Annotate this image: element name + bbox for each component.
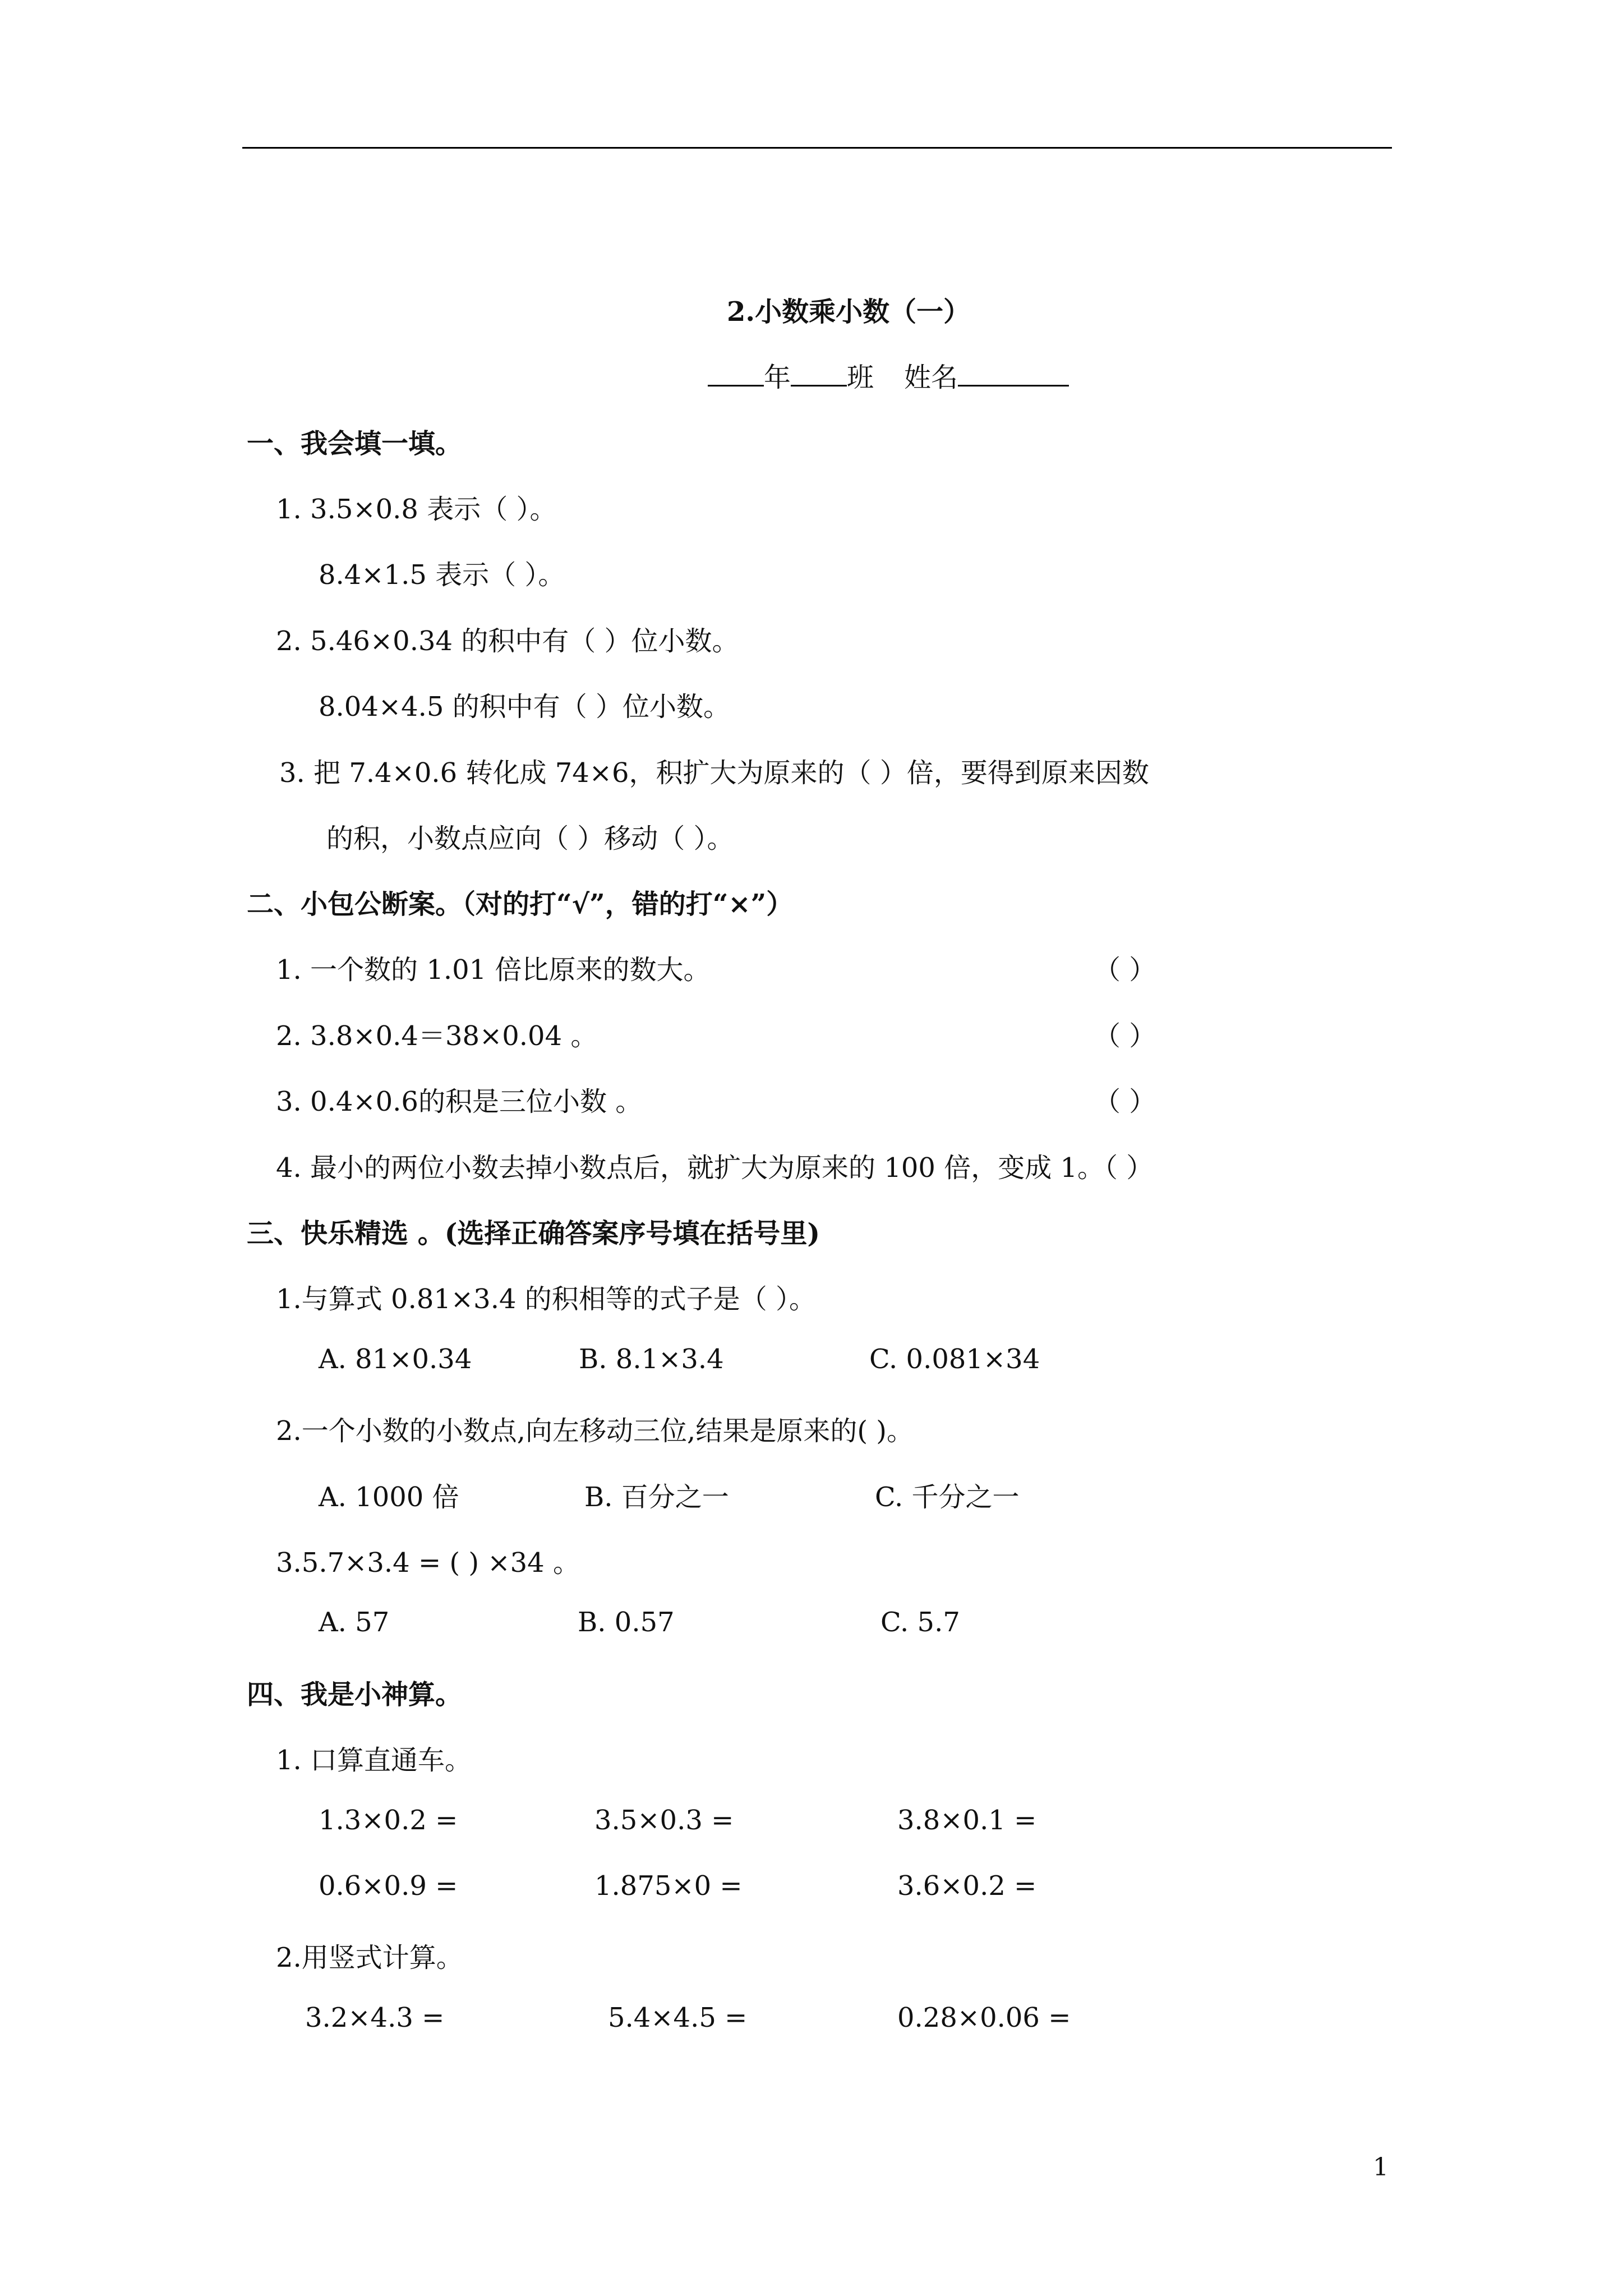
s2-item-3: 3. 0.4×0.6的积是三位小数 。 (276, 1086, 643, 1117)
name-blank[interactable] (958, 362, 1069, 386)
s1-q3a: 3. 把 7.4×0.6 转化成 74×6，积扩大为原来的（ ）倍，要得到原来因数 (279, 757, 1149, 789)
s4-row2-calc-3: 3.6×0.2 = (897, 1870, 1037, 1902)
s4-q2: 2.用竖式计算。 (276, 1942, 463, 1973)
s3-q2-option-a: A. 1000 倍 (319, 1481, 459, 1513)
s4-row3-calc-2: 5.4×4.5 = (608, 2002, 748, 2033)
s3-q3-option-b: B. 0.57 (578, 1607, 675, 1638)
s2-item-3-paren: （ ） (1094, 1086, 1156, 1117)
s3-q2: 2.一个小数的小数点,向左移动三位,结果是原来的( )。 (276, 1415, 914, 1447)
s2-item-4: 4. 最小的两位小数去掉小数点后，就扩大为原来的 100 倍，变成 1。（ ） (276, 1152, 1154, 1184)
s3-q3: 3.5.7×3.4 = ( ) ×34 。 (276, 1547, 580, 1579)
s2-item-1: 1. 一个数的 1.01 倍比原来的数大。 (276, 954, 711, 986)
s4-row2-calc-2: 1.875×0 = (594, 1870, 743, 1902)
s4-row3-calc-3: 0.28×0.06 = (897, 2002, 1071, 2033)
page-number: 1 (1373, 2153, 1389, 2182)
s3-q2-option-c: C. 千分之一 (875, 1481, 1020, 1513)
grade-blank[interactable] (708, 362, 764, 386)
s4-row1-calc-3: 3.8×0.1 = (897, 1805, 1037, 1836)
s4-row2-calc-1: 0.6×0.9 = (319, 1870, 458, 1902)
section-1-heading: 一、我会填一填。 (247, 428, 463, 459)
s1-q2b: 8.04×4.5 的积中有（ ）位小数。 (319, 691, 730, 723)
name-label: 姓名 (904, 362, 958, 393)
s1-q2a: 2. 5.46×0.34 的积中有（ ）位小数。 (276, 625, 739, 657)
student-info-line (708, 356, 1069, 394)
section-4-heading: 四、我是小神算。 (247, 1679, 463, 1710)
s4-q1: 1. 口算直通车。 (276, 1745, 472, 1776)
s2-item-2: 2. 3.8×0.4＝38×0.04 。 (276, 1020, 598, 1052)
s1-q3b: 的积，小数点应向（ ）移动（ ）。 (326, 823, 734, 854)
s4-row1-calc-2: 3.5×0.3 = (594, 1805, 734, 1836)
class-blank[interactable] (791, 362, 847, 386)
s3-q1-option-a: A. 81×0.34 (319, 1343, 472, 1375)
s3-q3-option-a: A. 57 (319, 1607, 390, 1638)
s3-q1-option-b: B. 8.1×3.4 (579, 1343, 724, 1375)
s4-row3-calc-1: 3.2×4.3 = (305, 2002, 445, 2033)
header-rule (242, 147, 1392, 149)
section-2-heading: 二、小包公断案。（对的打“√”，错的打“×”） (247, 889, 794, 920)
s2-item-2-paren: （ ） (1094, 1020, 1156, 1052)
s1-q1a: 1. 3.5×0.8 表示（ ）。 (276, 494, 557, 525)
s2-item-1-paren: （ ） (1094, 954, 1156, 986)
class-label: 班 (847, 362, 874, 393)
page-title: 2.小数乘小数（一） (727, 296, 971, 328)
s3-q1: 1.与算式 0.81×3.4 的积相等的式子是（ ）。 (276, 1283, 817, 1315)
s3-q3-option-c: C. 5.7 (880, 1607, 960, 1638)
grade-label: 年 (764, 362, 791, 393)
s3-q1-option-c: C. 0.081×34 (869, 1343, 1040, 1375)
s1-q1b: 8.4×1.5 表示（ ）。 (319, 559, 565, 591)
section-3-heading: 三、快乐精选 。(选择正确答案序号填在括号里) (247, 1218, 820, 1249)
s4-row1-calc-1: 1.3×0.2 = (319, 1805, 458, 1836)
s3-q2-option-b: B. 百分之一 (584, 1481, 729, 1513)
